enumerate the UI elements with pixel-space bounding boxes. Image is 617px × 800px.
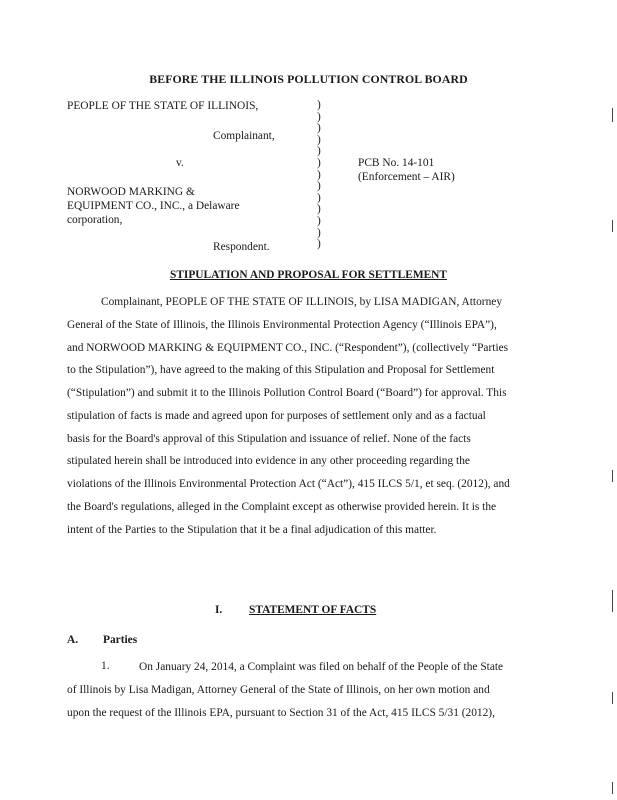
intro-line: the Board's regulations, alleged in the Complaint except as otherwise provided herein. It is the bbox=[67, 500, 497, 513]
paragraph-line: of Illinois by Lisa Madigan, Attorney General of the State of Illinois, on her own motion and bbox=[67, 683, 490, 696]
scan-edge-mark bbox=[612, 220, 613, 232]
paren-mark: ) bbox=[317, 110, 321, 123]
paren-mark: ) bbox=[317, 168, 321, 181]
intro-line: General of the State of Illinois, the Illinois Environmental Protection Agency (“Illinois EPA”), bbox=[67, 318, 497, 331]
scan-edge-mark bbox=[612, 692, 613, 704]
intro-line: (“Stipulation”) and submit it to the Illinois Pollution Control Board (“Board”) for approval. This bbox=[67, 387, 507, 399]
intro-line: basis for the Board's approval of this Stipulation and issuance of relief. None of the facts bbox=[67, 432, 471, 445]
paren-mark: ) bbox=[317, 145, 321, 158]
complainant-party: PEOPLE OF THE STATE OF ILLINOIS, bbox=[67, 100, 259, 112]
case-type: (Enforcement – AIR) bbox=[358, 171, 455, 183]
paren-mark: ) bbox=[317, 238, 321, 251]
respondent-name-line3: corporation, bbox=[67, 214, 123, 226]
paren-mark: ) bbox=[317, 203, 321, 216]
paren-mark: ) bbox=[317, 133, 321, 146]
caption-parenthesis-column bbox=[317, 100, 329, 251]
intro-line: violations of the Illinois Environmental Protection Act (“Act”), 415 ILCS 5/1, et seq. (2012), and bbox=[67, 478, 510, 490]
scan-edge-mark bbox=[612, 470, 613, 482]
subsection-letter: A. bbox=[67, 634, 79, 646]
paren-mark: ) bbox=[317, 156, 321, 169]
paragraph-line: On January 24, 2014, a Complaint was filed on behalf of the People of the State bbox=[139, 661, 504, 673]
subsection-heading: Parties bbox=[103, 634, 138, 646]
case-number: PCB No. 14-101 bbox=[358, 157, 435, 169]
intro-line: to the Stipulation”), have agreed to the making of this Stipulation and Proposal for Settlement bbox=[67, 364, 495, 377]
paren-mark: ) bbox=[317, 191, 321, 204]
respondent-name-line1: NORWOOD MARKING & bbox=[67, 186, 195, 198]
intro-line: and NORWOOD MARKING & EQUIPMENT CO., INC. (“Respondent”), (collectively “Parties bbox=[67, 341, 509, 354]
intro-line: intent of the Parties to the Stipulation that it be a final adjudication of this matter. bbox=[67, 523, 437, 536]
section-heading: STATEMENT OF FACTS bbox=[249, 604, 377, 616]
document-title: BEFORE THE ILLINOIS POLLUTION CONTROL BOARD bbox=[149, 72, 468, 86]
respondent-role: Respondent. bbox=[213, 241, 270, 253]
paren-mark: ) bbox=[317, 226, 321, 239]
paragraph-number: 1. bbox=[101, 660, 110, 672]
intro-line: Complainant, PEOPLE OF THE STATE OF ILLINOIS, by LISA MADIGAN, Attorney bbox=[101, 296, 503, 308]
paragraph-line: upon the request of the Illinois EPA, pursuant to Section 31 of the Act, 415 ILCS 5/31 (2012), bbox=[67, 706, 495, 719]
paren-mark: ) bbox=[317, 99, 321, 111]
scan-edge-mark bbox=[612, 590, 613, 612]
scan-edge-mark bbox=[612, 782, 613, 794]
stipulation-heading: STIPULATION AND PROPOSAL FOR SETTLEMENT bbox=[169, 269, 447, 281]
paragraph-one bbox=[67, 656, 539, 724]
intro-line: stipulation of facts is made and agreed upon for purposes of settlement only and as a factual bbox=[67, 409, 486, 422]
intro-line: stipulated herein shall be introduced into evidence in any other proceeding regarding the bbox=[67, 455, 470, 468]
versus-label: v. bbox=[176, 157, 184, 169]
paren-mark: ) bbox=[317, 122, 321, 135]
paren-mark: ) bbox=[317, 180, 321, 193]
complainant-role: Complainant, bbox=[213, 130, 275, 142]
respondent-name-line2: EQUIPMENT CO., INC., a Delaware bbox=[67, 200, 240, 212]
paren-mark: ) bbox=[317, 214, 321, 227]
section-number: I. bbox=[215, 604, 223, 616]
stipulation-intro-paragraph bbox=[67, 291, 539, 541]
scan-edge-mark bbox=[612, 108, 613, 122]
